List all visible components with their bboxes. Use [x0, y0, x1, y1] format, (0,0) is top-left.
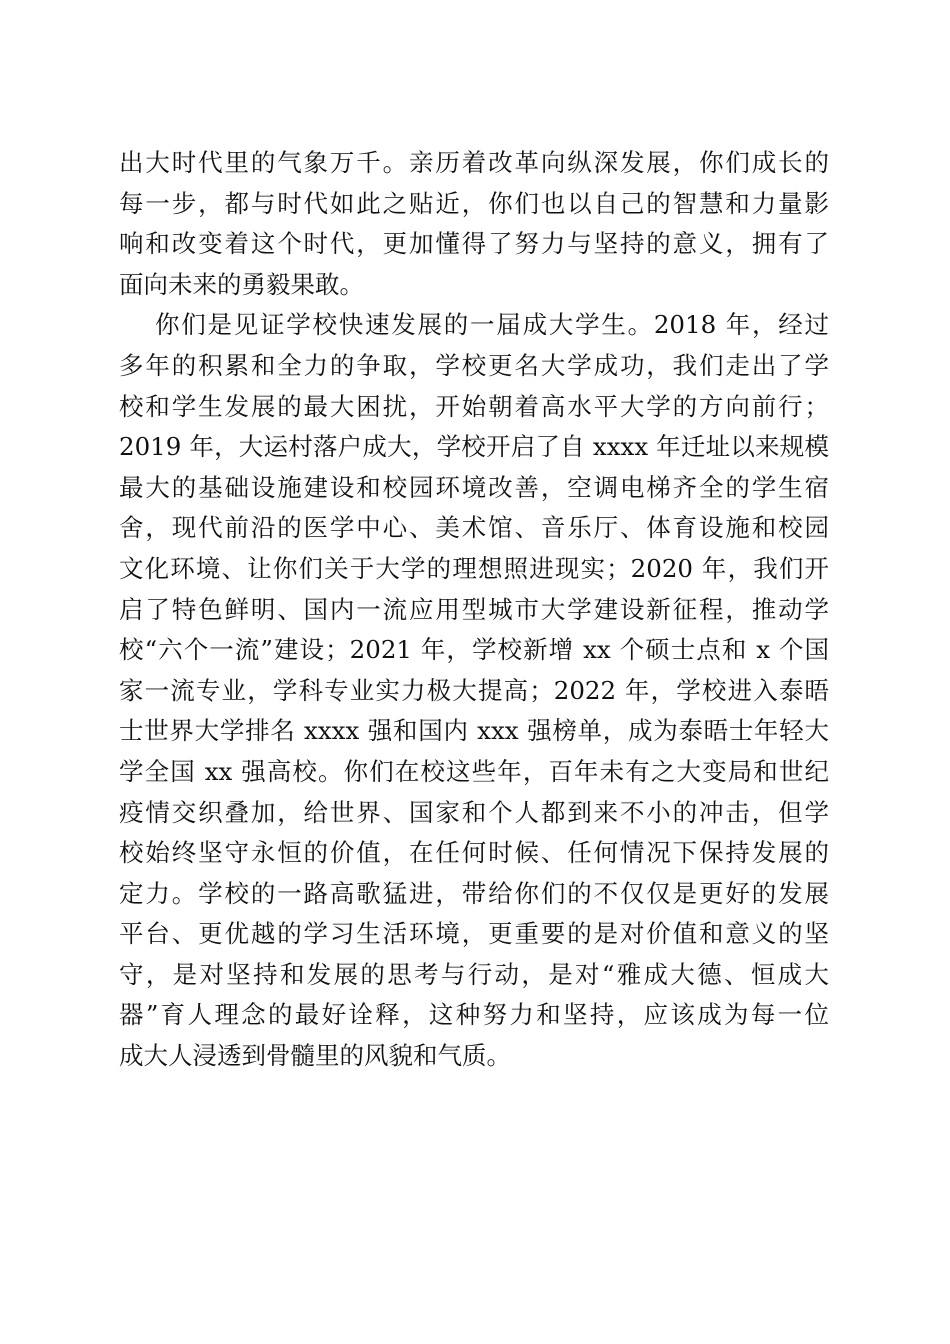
text-line: 学全国 xx 强高校。你们在校这些年，百年未有之大变局和世纪: [119, 756, 829, 786]
text-line: 校“六个一流”建设；2021 年，学校新增 xx 个硕士点和 x 个国: [119, 635, 829, 665]
text-line: 舍，现代前沿的医学中心、美术馆、音乐厅、体育设施和校园: [119, 513, 829, 543]
text-line: 最大的基础设施建设和校园环境改善，空调电梯齐全的学生宿: [119, 472, 829, 502]
text-line: 2019 年，大运村落户成大，学校开启了自 xxxx 年迁址以来规模: [119, 432, 829, 462]
text-line: 文化环境、让你们关于大学的理想照进现实；2020 年，我们开: [119, 553, 829, 583]
text-line: 家一流专业，学科专业实力极大提高；2022 年，学校进入泰晤: [119, 675, 829, 705]
text-line: 疫情交织叠加，给世界、国家和个人都到来不小的冲击，但学: [119, 797, 829, 827]
text-line: 士世界大学排名 xxxx 强和国内 xxx 强榜单，成为泰晤士年轻大: [119, 716, 829, 746]
text-line: 你们是见证学校快速发展的一届成大学生。2018 年，经过: [155, 310, 829, 340]
text-line: 多年的积累和全力的争取，学校更名大学成功，我们走出了学: [119, 350, 829, 380]
text-line: 面向未来的勇毅果敢。: [119, 269, 364, 299]
text-line: 出大时代里的气象万千。亲历着改革向纵深发展，你们成长的: [119, 148, 829, 177]
text-line: 校和学生发展的最大困扰，开始朝着高水平大学的方向前行；: [119, 391, 829, 421]
text-line: 守，是对坚持和发展的思考与行动，是对“雅成大德、恒成大: [119, 959, 829, 989]
text-line: 校始终坚守永恒的价值，在任何时候、任何情况下保持发展的: [119, 838, 829, 868]
body-text: [119, 143, 829, 1077]
text-line: 响和改变着这个时代，更加懂得了努力与坚持的意义，拥有了: [119, 229, 829, 259]
text-line: 定力。学校的一路高歌猛进，带给你们的不仅仅是更好的发展: [119, 878, 829, 908]
text-line: 启了特色鲜明、国内一流应用型城市大学建设新征程，推动学: [119, 594, 829, 624]
text-line: 器”育人理念的最好诠释，这种努力和坚持，应该成为每一位: [119, 1000, 829, 1030]
text-line: 成大人浸透到骨髓里的风貌和气质。: [119, 1041, 511, 1071]
text-line: 每一步，都与时代如此之贴近，你们也以自己的智慧和力量影: [119, 188, 829, 218]
text-line: 平台、更优越的学习生活环境，更重要的是对价值和意义的坚: [119, 919, 829, 949]
